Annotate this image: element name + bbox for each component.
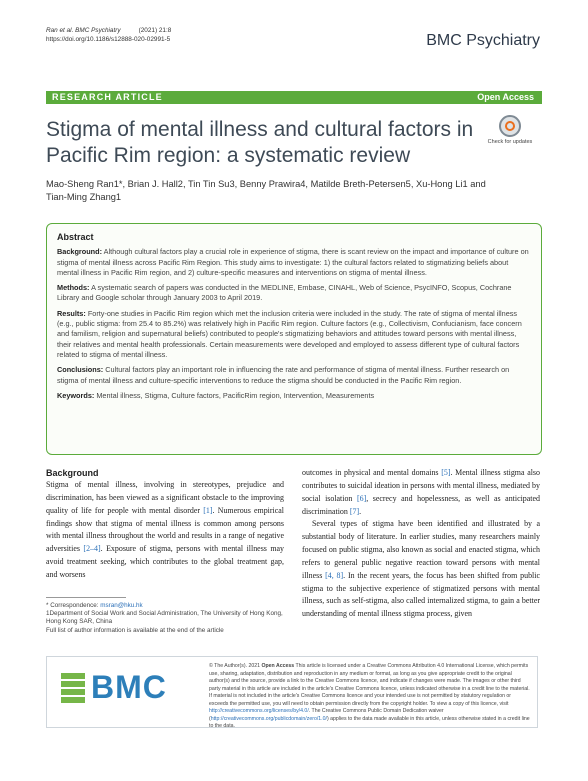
abstract-conclusions [57, 365, 531, 386]
bmc-logo-icon [61, 673, 85, 703]
open-access-label: Open Access [477, 92, 534, 102]
citation-link[interactable]: [6] [356, 493, 367, 503]
correspondence-line [46, 602, 284, 610]
footnotes [46, 602, 284, 635]
article-title: Stigma of mental illness and cultural factors in Pacific Rim region: a systematic review [46, 118, 474, 167]
footnote-divider [46, 597, 126, 598]
bmc-logo-text: BMC [91, 669, 167, 705]
conclusions-label: Conclusions: [57, 365, 104, 375]
abstract-box [46, 223, 542, 455]
body-paragraph [302, 467, 540, 518]
abstract-keywords [57, 391, 531, 401]
citation-journal: Ran et al. BMC Psychiatry [46, 27, 121, 34]
license-part: This article is licensed under a Creative Commons Attribution 4.0 International License, which permits use, sharing, adaptation, distribution and reproduction in any medium or format, as long as you give appropriate credit to the original author(s) and the source, provide a link to the Creative Commons licence, and indicate if changes were made. The images or other third party material in this article are included in the article's Creative Commons licence, unless indicated otherwise in a credit line to the material. If material is not included in the article's Creative Commons licence and your intended use is not permitted by statutory regulation or exceeds the permitted use, you will need to obtain permission directly from the copyright holder. To view a copy of this licence, visit [209, 663, 530, 707]
body-text: , secrecy and hopelessness, as well as anticipated discrimination [302, 493, 540, 516]
background-heading: Background [46, 468, 99, 478]
background-text: Although cultural factors play a crucial role in experience of stigma, there is scant review on the impact and importance of culture on stigma of mental illness across Pacific Rim Region. This study aims to investigate: 1) the cultural factors related to stigmatizing beliefs about mental illness in Pacific Rim region, and 2) culture-specific measures and interventions on stigma of mental illness. [57, 247, 529, 277]
body-text: . Numerous empirical findings show that stigma of mental illness is common among persons with mental illness throughout the world and results in a range of negative adversities [46, 505, 284, 554]
methods-text: A systematic search of papers was conducted in the MEDLINE, Embase, CINAHL, Web of Science, PsycINFO, Scopus, Cochrane Library and Google scholar through January 2003 to April 2019. [57, 283, 512, 303]
body-text: . Mental illness stigma also contributes to suicidal ideation in persons with mental illness, mediated by social isolation [302, 468, 540, 503]
license-part: . The Creative Commons Public Domain Dedication waiver ( [209, 708, 444, 722]
full-list-note: Full list of author information is available at the end of the article [46, 626, 224, 634]
license-link[interactable]: http://creativecommons.org/publicdomain/zero/1.0/ [210, 715, 327, 722]
body-text: Several types of stigma have been identified and illustrated by a substantial body of literature. In earlier studies, many researchers mainly focused on public stigma, also known as social and enacted stigma, which refers to general public negative reaction toward persons with mental illness [302, 519, 540, 580]
body-column-right [302, 467, 540, 621]
affiliation: 1Department of Social Work and Social Administration, The University of Hong Kong, Hong Kong SAR, China [46, 610, 283, 626]
check-updates-icon [499, 115, 521, 137]
publisher-license-box [46, 656, 538, 728]
author-list [46, 178, 506, 204]
body-text: Stigma of mental illness, involving in stereotypes, prejudice and discrimination, has been viewed as a significant obstacle to the improving quality of life for people with mental disorder [46, 480, 284, 515]
abstract-background [57, 247, 531, 278]
check-for-updates-button[interactable] [482, 115, 538, 153]
running-header [46, 26, 171, 44]
citation-link[interactable]: [4, 8] [325, 570, 344, 580]
citation-year: (2021) 21:8 [138, 27, 172, 34]
body-text: . [359, 506, 362, 516]
keywords-text: Mental illness, Stigma, Culture factors, PacificRim region, Intervention, Measurements [96, 390, 375, 400]
body-text: . In the recent years, the focus has been shifted from public stigma to the subjective experience of stigmatized persons with mental illness, such as self-stigma, also called internalized stigma, to gain a better understanding of mental illness stigma process, given [302, 570, 540, 619]
check-updates-label: Check for updates [487, 139, 533, 145]
journal-name: BMC Psychiatry [426, 32, 540, 49]
body-text: . Exposure of stigma, persons with mental illness may avoid treatment seeking, which contributes to the global treatment gap, and worsens [46, 544, 284, 579]
body-text: outcomes in physical and mental domains [302, 468, 442, 477]
conclusions-text: Cultural factors play an important role in influencing the rate and performance of stigma of mental illness. Further research on stigma of mental illness and culture-specific interventions to reduce the stigma should be conducted in the Pacific Rim region. [57, 365, 510, 385]
license-open-access: Open Access [261, 663, 295, 669]
article-type: RESEARCH ARTICLE [52, 92, 163, 102]
correspondence-email[interactable]: msran@hku.hk [100, 602, 143, 609]
citation-link[interactable]: [5] [441, 468, 451, 477]
abstract-heading: Abstract [57, 232, 94, 242]
bmc-logo [61, 669, 181, 707]
license-link[interactable]: http://creativecommons.org/licenses/by/4.0/ [209, 708, 309, 714]
citation-link[interactable]: [1] [203, 505, 213, 515]
body-column-left [46, 467, 284, 582]
results-label: Results: [57, 308, 86, 318]
background-label: Background: [57, 247, 102, 257]
results-text: Forty-one studies in Pacific Rim region which met the inclusion criteria were included in the study. The rate of stigma of mental illness (e.g., public stigma: from 25.4 to 85.2%) was relatively high in Pacific Rim region. Culture factors (e.g., Collectivism, Confucianism, face concern and familism, religion and supernatural beliefs) contributed to people's stigmatizing behaviors and attitudes toward persons with mental illness, their relatives and mental health professionals. Certain measurements were developed and employed to assess different type of cultural factors related to stigma of mental illness. [57, 308, 522, 359]
abstract-results [57, 309, 531, 360]
citation-link[interactable]: [7] [349, 506, 360, 516]
correspondence-label: * Correspondence: [46, 602, 101, 609]
keywords-label: Keywords: [57, 390, 95, 400]
body-paragraph [46, 479, 284, 582]
abstract-methods [57, 283, 531, 304]
authors-text: Mao-Sheng Ran1*, Brian J. Hall2, Tin Tin Su3, Benny Prawira4, Matilde Breth-Petersen5, Xu-Hong Li1 and Tian-Ming Zhang1 [46, 179, 486, 202]
article-type-banner [46, 91, 542, 104]
license-text [209, 663, 531, 731]
citation-link[interactable]: [2–4] [83, 544, 101, 554]
license-part: ) applies to the data made available in this article, unless otherwise stated in a credit line to the data. [209, 715, 530, 729]
license-part: © The Author(s). 2021 [209, 663, 262, 669]
methods-label: Methods: [57, 283, 90, 293]
doi-link[interactable]: https://doi.org/10.1186/s12888-020-02991-5 [46, 36, 171, 43]
body-paragraph [302, 518, 540, 621]
